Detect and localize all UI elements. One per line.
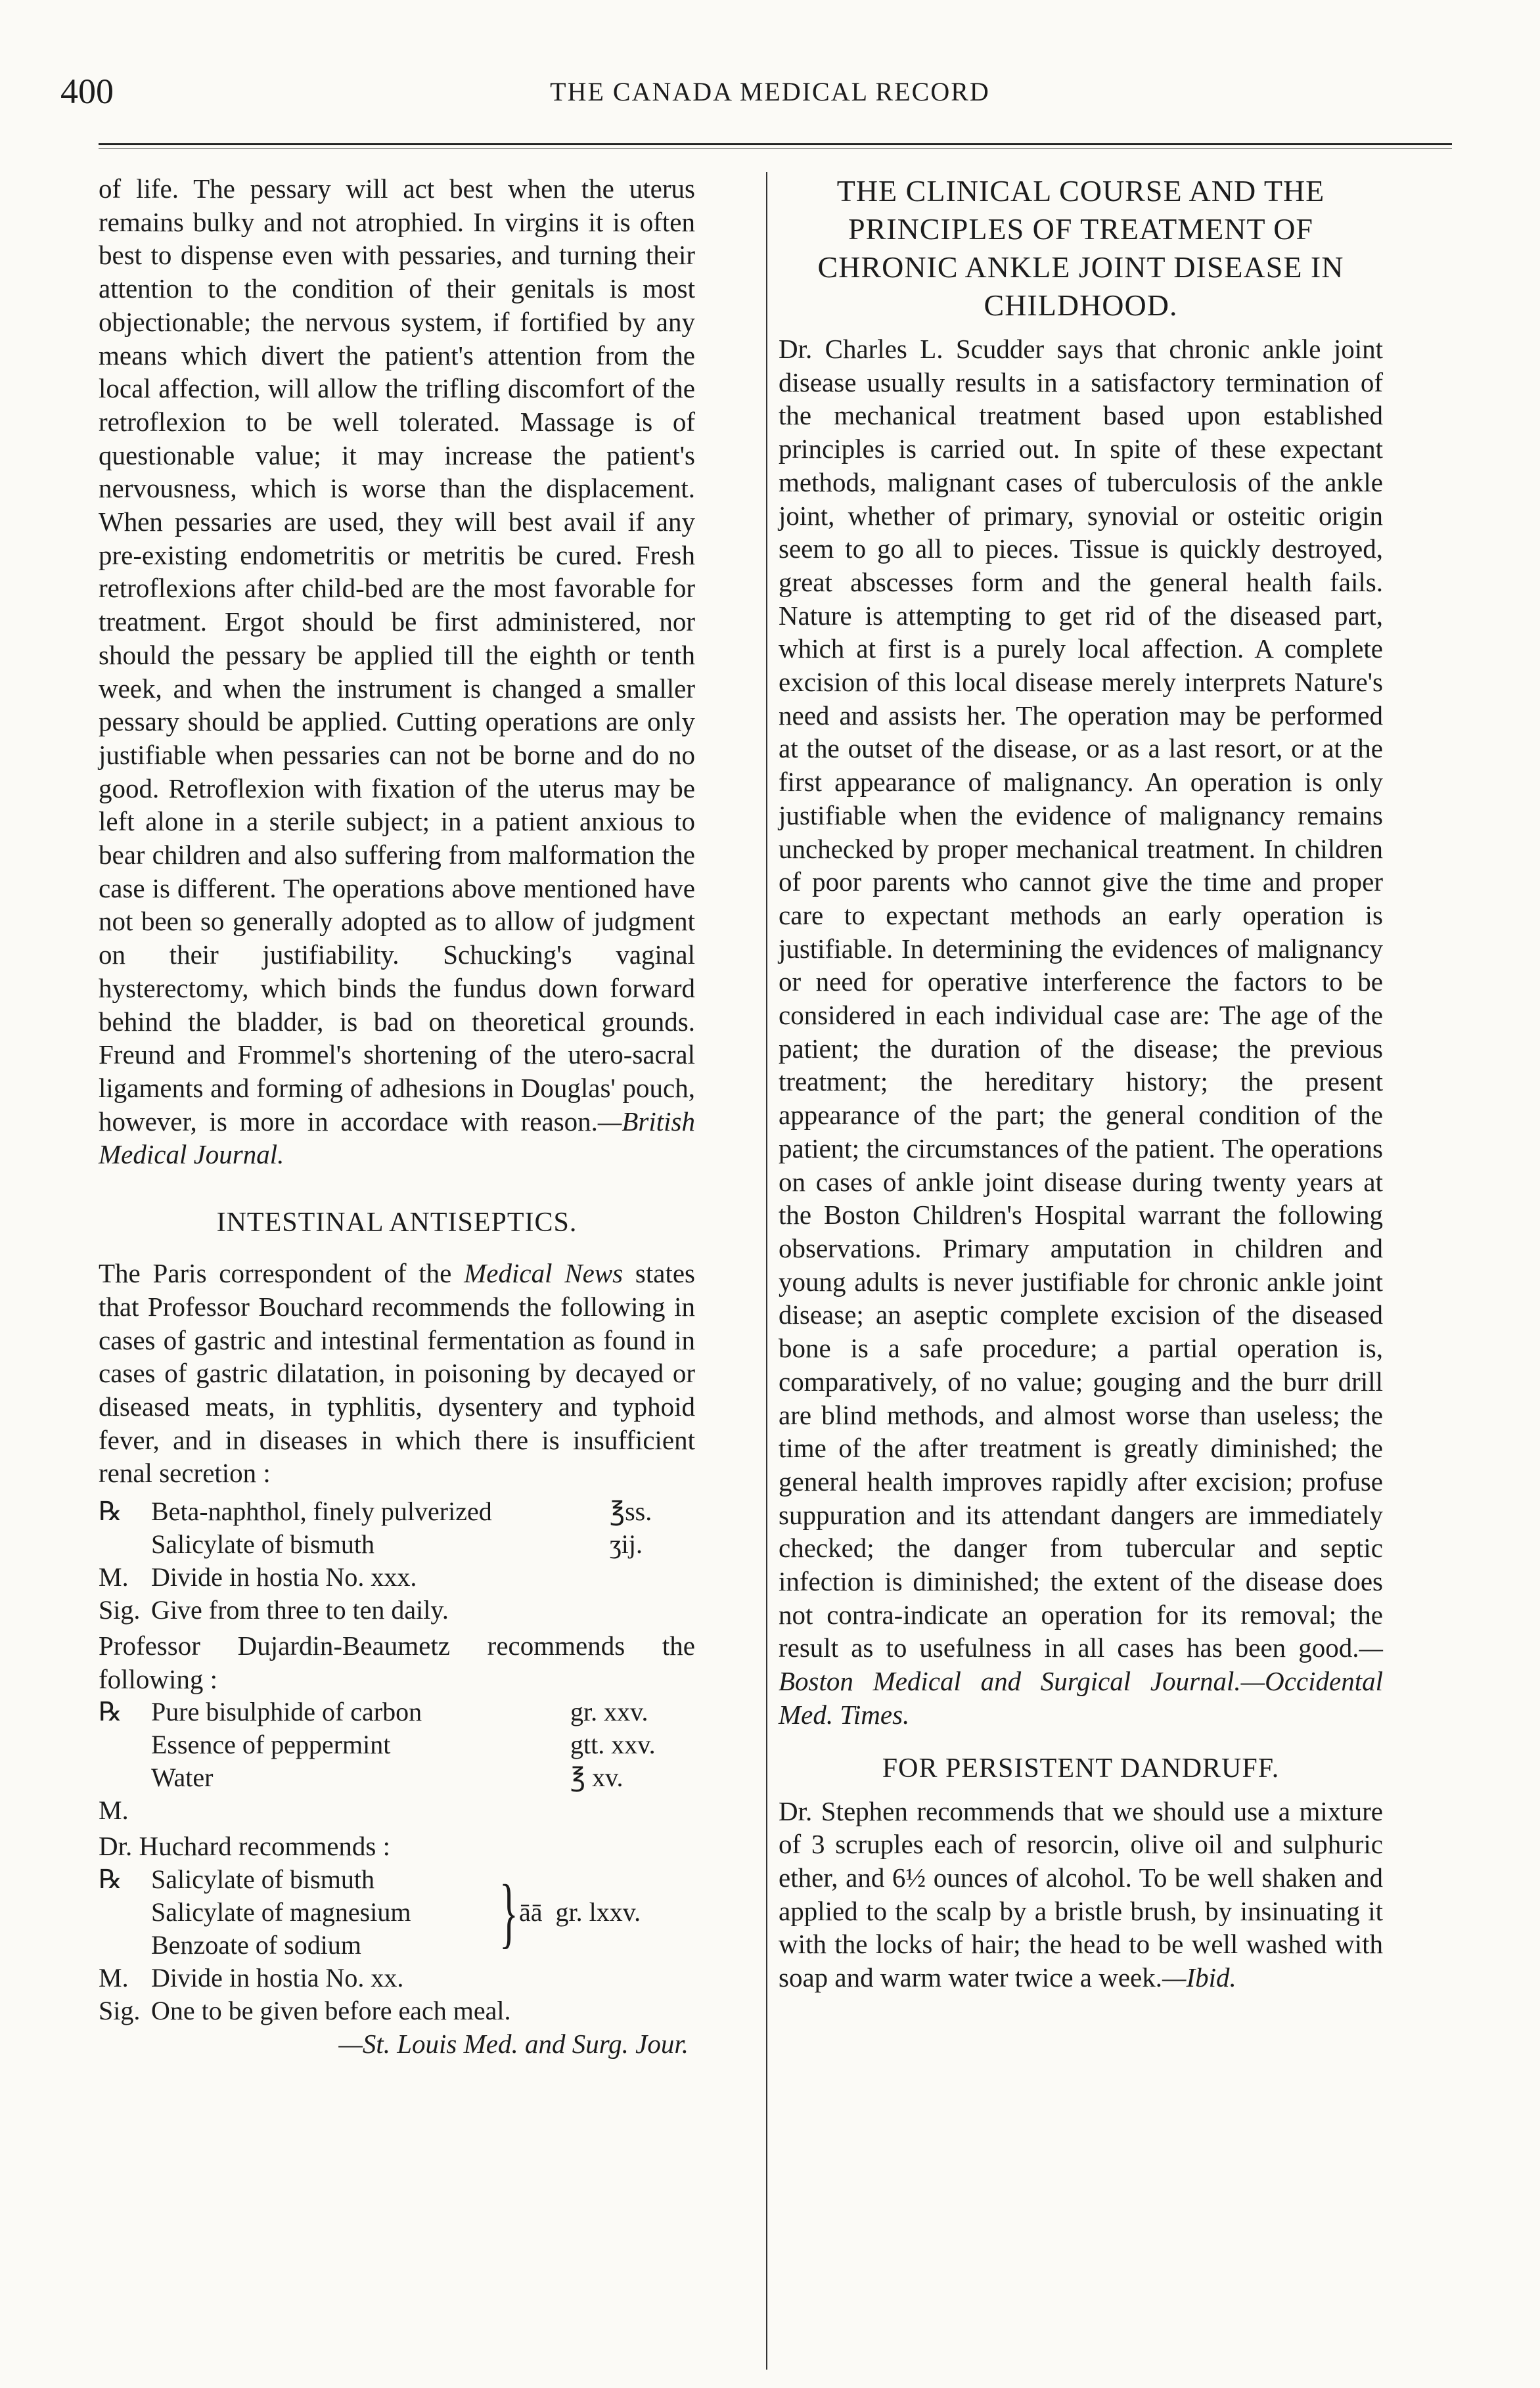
- left-column: [99, 172, 695, 2061]
- article-paragraph: Professor Dujardin-Beaumetz recommends the following :: [99, 1631, 695, 1694]
- page-header: [60, 71, 1480, 117]
- prescription-block: [99, 1495, 695, 1627]
- source-citation: —British Medical Journal.: [99, 1106, 695, 1170]
- article-paragraph: [779, 1795, 1383, 1994]
- source-citation: —Ibid.: [1162, 1962, 1236, 1993]
- column-divider: [766, 172, 767, 2370]
- brace-glyph: }: [499, 1868, 518, 1956]
- rx-amount: [610, 1561, 695, 1594]
- rx-amount: gr. xxv.: [570, 1697, 648, 1727]
- rx-symbol: ℞: [99, 1697, 122, 1727]
- right-column: [779, 172, 1383, 1994]
- rx-amount: gtt. xxv.: [570, 1730, 656, 1760]
- rx-amount: ℥ xv.: [570, 1763, 623, 1793]
- paragraph-text: The Paris correspondent of the: [99, 1258, 464, 1289]
- section-heading: INTESTINAL ANTISEPTICS.: [216, 1207, 578, 1238]
- rx-item: Salicylate of bismuth: [151, 1529, 374, 1560]
- rx-symbol: [99, 1728, 151, 1761]
- rx-item: Beta-naphthol, finely pulverized: [151, 1497, 492, 1527]
- rx-symbol: Sig.: [99, 1996, 141, 2026]
- paragraph-text: states that Professor Bouchard recommends the following in cases of gastric and intestinal fermentation as found in cases of gastric dilatation, in poisoning by decayed or diseased meats, in typhlitis, dysentery and typhoid fever, and in diseases in which there is insufficient renal secretion :: [99, 1258, 695, 1489]
- rx-symbol: ℞: [99, 1497, 122, 1527]
- rx-symbol: [99, 1761, 151, 1794]
- rx-symbol: ℞: [99, 1864, 122, 1895]
- header-rule: [99, 143, 1452, 145]
- rx-item: Divide in hostia No. xx.: [151, 1963, 404, 1993]
- source-citation: —Boston Medical and Surgical Journal.—Occidental Med. Times.: [779, 1633, 1383, 1730]
- rx-item: Water: [151, 1763, 214, 1793]
- rx-symbol: Sig.: [99, 1595, 141, 1625]
- rx-symbol: M.: [99, 1963, 129, 1993]
- rx-amount: āā gr. lxxv.: [519, 1897, 641, 1927]
- rx-item: Give from three to ten daily.: [151, 1595, 449, 1625]
- article-paragraph: [99, 172, 695, 1171]
- rx-amount: [570, 1794, 695, 1827]
- rx-symbol: M.: [99, 1562, 129, 1592]
- article-heading: THE CLINICAL COURSE AND THE PRINCIPLES OF TREATMENT OF CHRONIC ANKLE JOINT DISEASE IN CHILDHOOD.: [817, 174, 1344, 322]
- rx-item: One to be given before each meal.: [151, 1996, 511, 2026]
- prescription-block: [99, 1962, 695, 2027]
- article-paragraph: [779, 332, 1383, 1732]
- paragraph-text: of life. The pessary will act best when the uterus remains bulky and not atrophied. In virgins it is often best to dispense even with pessaries, and turning their attention to the condition of their genitals is most objectionable; the nervous system, if fortified by any means which divert the patient's attention from the local affection, will allow the trifling discomfort of the retroflexion to be well tolerated. Massage is of questionable value; it may increase the patient's nervousness, which is worse than the displacement. When pessaries are used, they will best avail if any pre-existing endometritis or metritis be cured. Fresh retroflexions after child-bed are the most favorable for treatment. Ergot should be first administered, nor should the pessary be applied till the eighth or tenth week, and when the instrument is changed a smaller pessary should be applied. Cutting operations are only justifiable when pessaries can not be borne and do no good. Retroflexion with fixation of the uterus may be left alone in a sterile subject; in a patient anxious to bear children and also suffering from malformation the case is different. The operations above mentioned have not been so generally adopted as to allow of judgment on their justifiability. Schucking's vaginal hysterectomy, which binds the fundus down forward behind the bladder, is bad on theoretical grounds. Freund and Frommel's shortening of the utero-sacral ligaments and forming of adhesions in Douglas' pouch, however, is more in accordace with reason.: [99, 173, 695, 1137]
- rx-item: Essence of peppermint: [151, 1730, 391, 1760]
- rx-amount: [610, 1594, 695, 1627]
- article-paragraph: [99, 1257, 695, 1490]
- rx-amount: ʒij.: [610, 1529, 643, 1560]
- section-heading: FOR PERSISTENT DANDRUFF.: [882, 1753, 1280, 1784]
- rx-symbol: M.: [99, 1795, 129, 1826]
- rx-amount: ℥ss.: [610, 1497, 652, 1527]
- prescription-block: [99, 1863, 695, 1962]
- header-rule-thin: [99, 148, 1452, 149]
- rx-item: [151, 1794, 570, 1827]
- rx-item: Pure bisulphide of carbon: [151, 1697, 422, 1727]
- source-citation: —St. Louis Med. and Surg. Jour.: [338, 2029, 689, 2060]
- rx-item: Salicylate of magnesium: [151, 1897, 411, 1927]
- rx-item: Salicylate of bismuth: [151, 1864, 374, 1895]
- rx-item: Benzoate of sodium: [151, 1930, 361, 1960]
- prescription-block: [99, 1696, 695, 1827]
- rx-symbol: [99, 1528, 151, 1561]
- journal-name: Medical News: [464, 1258, 623, 1289]
- rx-item: Divide in hostia No. xxx.: [151, 1562, 417, 1592]
- article-paragraph: Dr. Huchard recommends :: [99, 1831, 391, 1862]
- running-title: THE CANADA MEDICAL RECORD: [550, 77, 990, 106]
- page-number: 400: [60, 72, 114, 111]
- rx-item-group: [151, 1863, 493, 1962]
- paragraph-text: Dr. Charles L. Scudder says that chronic ankle joint disease usually results in a satisfactory termination of the mechanical treatment based upon established principles is carried out. In spite of these expectant methods, malignant cases of tuberculosis of the ankle joint, whether of primary, synovial or osteitic origin seem to go all to pieces. Tissue is quickly destroyed, great abscesses form and the general health fails. Nature is attempting to get rid of the diseased part, which at first is a purely local affection. A complete excision of this local disease merely interprets Nature's need and assists her. The operation may be performed at the outset of the disease, or as a last resort, or at the first appearance of malignancy. An operation is only justifiable when the evidence of malignancy remains unchecked by proper mechanical treatment. In children of poor parents who cannot give the time and proper care to expectant methods an early operation is justifiable. In determining the evidences of malignancy or need for operative interference the factors to be considered in each individual case are: The age of the patient; the duration of the disease; the previous treatment; the hereditary history; the present appearance of the part; the general condition of the patient; the circumstances of the patient. The operations on cases of ankle joint disease during twenty years at the Boston Children's Hospital warrant the following observations. Primary amputation in children and young adults is never justifiable for chronic ankle joint disease; an aseptic complete excision of the diseased bone is a safe procedure; a partial operation is, comparatively, of no value; gouging and the burr drill are blind methods, and almost worse than useless; the time of the after treatment is greatly diminished; the general health improves rapidly after excision; profuse suppuration and its attendant dangers are immediately checked; the danger from tubercular and septic infection is diminished; the extent of the disease does not contra-indicate an operation for its removal; the result as to usefulness in all cases has been good.: [779, 334, 1383, 1663]
- paragraph-text: Dr. Stephen recommends that we should use a mixture of 3 scruples each of resorcin, olive oil and sulphuric ether, and 6½ ounces of alcohol. To be well shaken and applied to the scalp by a bristle brush, by insinuating it with the locks of hair; the head to be well washed with soap and warm water twice a week.: [779, 1795, 1383, 1993]
